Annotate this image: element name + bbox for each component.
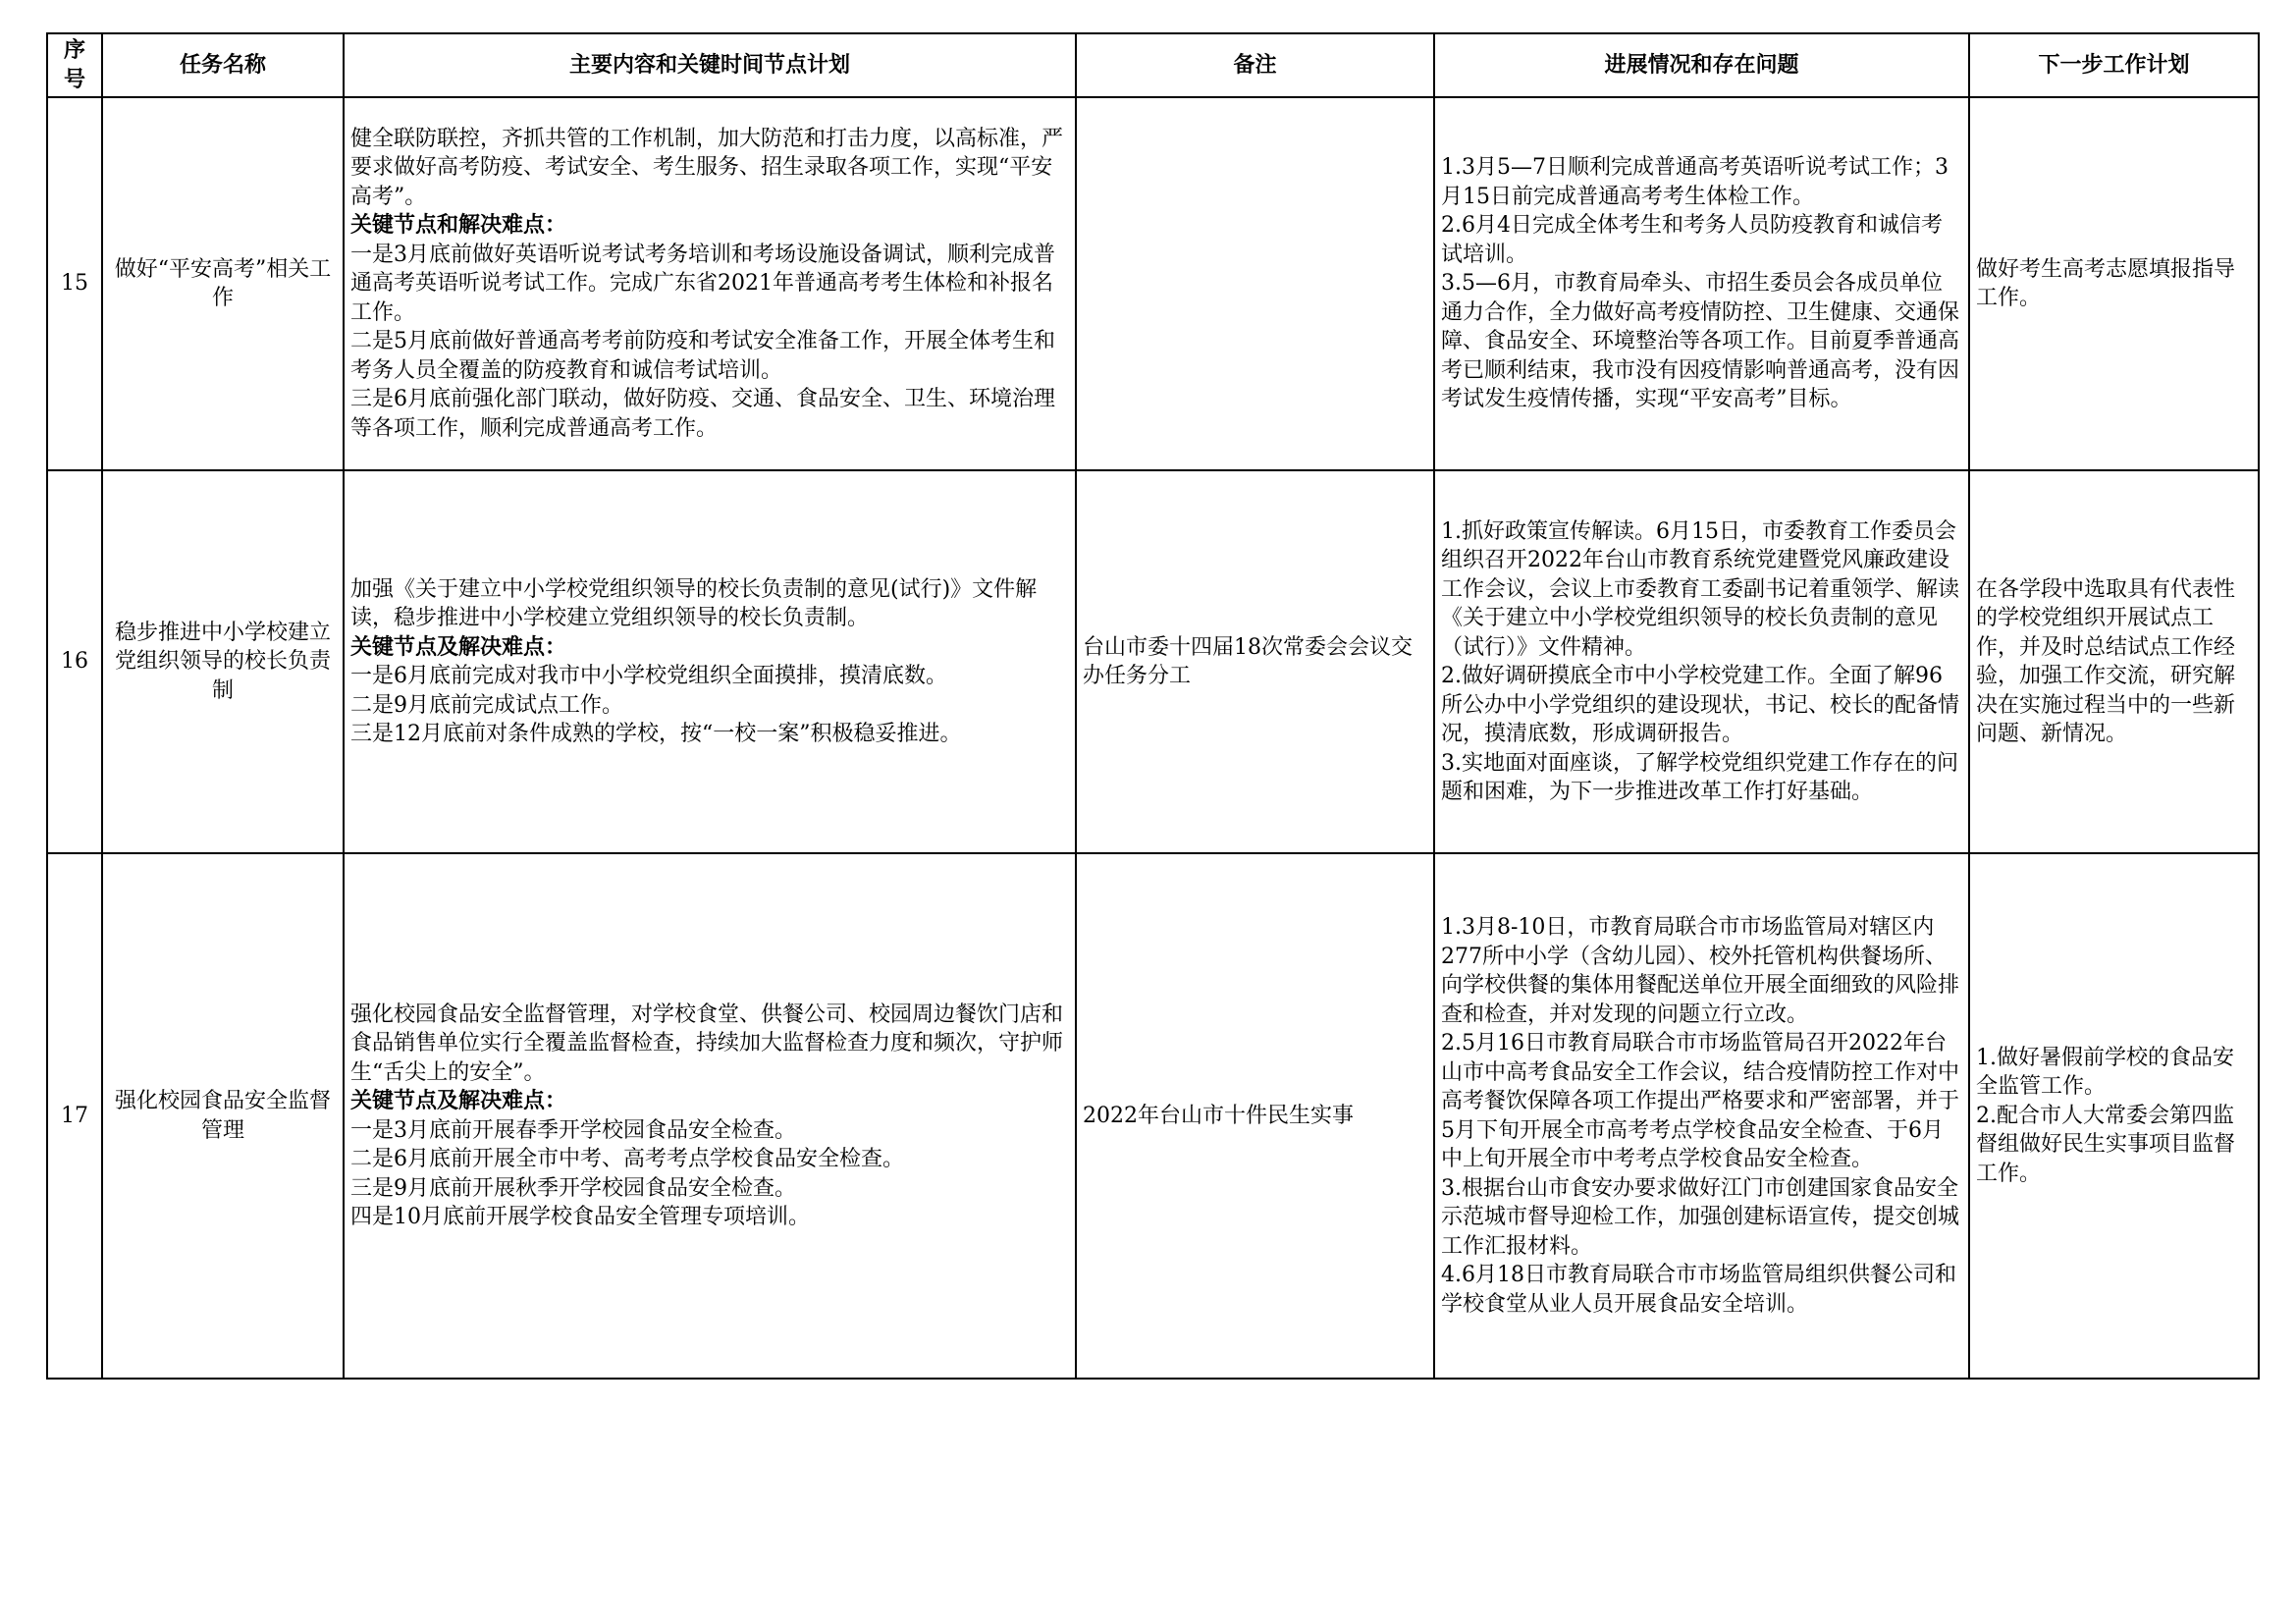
row-next-plan [1969,853,2259,1379]
next-plan-item: 在各学段中选取具有代表性的学校党组织开展试点工作，并及时总结试点工作经验，加强工作交流，研究解决在实施过程当中的一些新问题、新情况。 [1976,576,2236,746]
row-note: 台山市委十四届18次常委会会议交办任务分工 [1076,470,1434,853]
row-note [1076,97,1434,470]
row-plan [344,470,1076,853]
plan-line: 健全联防联控，齐抓共管的工作机制，加大防范和打击力度，以高标准，严要求做好高考防疫、考试安全、考生服务、招生录取各项工作，实现“平安高考”。 [350,126,1064,209]
progress-item: 4.6月18日市教育局联合市市场监管局组织供餐公司和学校食堂从业人员开展食品安全培训。 [1441,1263,1956,1317]
plan-line: 三是12月底前对条件成熟的学校，按“一校一案”积极稳妥推进。 [350,722,962,746]
row-plan [344,97,1076,470]
header-row [47,33,2259,97]
progress-item: 1.3月5—7日顺利完成普通高考英语听说考试工作；3月15日前完成普通高考考生体检工作。 [1441,155,1949,209]
header-seq [47,33,102,97]
task-table [46,32,2260,1380]
plan-key-heading: 关键节点及解决难点： [350,1089,567,1113]
progress-item: 3.实地面对面座谈，了解学校党组织党建工作存在的问题和困难，为下一步推进改革工作打好基础。 [1441,750,1958,804]
plan-line: 三是9月底前开展秋季开学校园食品安全检查。 [350,1175,796,1201]
table-row [47,470,2259,853]
row-note: 2022年台山市十件民生实事 [1076,853,1434,1379]
plan-line: 加强《关于建立中小学校党组织领导的校长负责制的意见(试行)》文件解读，稳步推进中小学校建立党组织领导的校长负责制。 [350,576,1038,630]
plan-line: 三是6月底前强化部门联动，做好防疫、交通、食品安全、卫生、环境治理等各项工作，顺利完成普通高考工作。 [350,387,1055,441]
plan-line: 二是9月底前完成试点工作。 [350,692,623,718]
progress-item: 2.6月4日完成全体考生和考务人员防疫教育和诚信考试培训。 [1441,213,1943,267]
plan-line: 二是6月底前开展全市中考、高考考点学校食品安全检查。 [350,1147,904,1171]
row-plan [344,853,1076,1379]
plan-line: 一是3月底前开展春季开学校园食品安全检查。 [350,1117,796,1143]
table-row [47,97,2259,470]
plan-line: 强化校园食品安全监督管理，对学校食堂、供餐公司、校园周边餐饮门店和食品销售单位实行全覆盖监督检查，持续加大监督检查力度和频次，守护师生“舌尖上的安全”。 [350,1001,1064,1085]
next-plan-item: 2.配合市人大常委会第四监督组做好民生实事项目监督工作。 [1976,1103,2236,1186]
progress-item: 3.5—6月，市教育局牵头、市招生委员会各成员单位通力合作，全力做好高考疫情防控、卫生健康、交通保障、食品安全、环境整治等各项工作。目前夏季普通高考已顺利结束，我市没有因疫情影响普通高考，没有因考试发生疫情传播，实现“平安高考”目标。 [1441,271,1960,412]
row-next-plan [1969,470,2259,853]
row-task-name: 做好“平安高考”相关工作 [102,97,344,470]
header-next-plan: 下一步工作计划 [1969,33,2259,97]
row-seq: 17 [47,853,102,1379]
header-task-name: 任务名称 [102,33,344,97]
row-progress [1434,470,1969,853]
plan-key-heading: 关键节点和解决难点： [350,213,567,239]
plan-line: 四是10月底前开展学校食品安全管理专项培训。 [350,1205,810,1229]
row-next-plan [1969,97,2259,470]
header-progress: 进展情况和存在问题 [1434,33,1969,97]
row-progress [1434,97,1969,470]
progress-item: 1.抓好政策宣传解读。6月15日，市委教育工作委员会组织召开2022年台山市教育系统党建暨党风廉政建设工作会议，会议上市委教育工委副书记着重领学、解读《关于建立中小学校党组织领导的校长负责制的意见（试行）》文件精神。 [1441,518,1960,660]
plan-line: 一是6月底前完成对我市中小学校党组织全面摸排，摸清底数。 [350,664,947,688]
progress-item: 2.做好调研摸底全市中小学校党建工作。全面了解96所公办中小学党组织的建设现状，书记、校长的配备情况，摸清底数，形成调研报告。 [1441,664,1960,746]
row-task-name: 稳步推进中小学校建立党组织领导的校长负责制 [102,470,344,853]
progress-item: 1.3月8-10日，市教育局联合市市场监管局对辖区内277所中小学（含幼儿园）、校外托管机构供餐场所、向学校供餐的集体用餐配送单位开展全面细致的风险排查和检查，并对发现的问题立行立改。 [1441,915,1960,1027]
table-row [47,853,2259,1379]
header-seq-char-2: 号 [63,67,85,92]
progress-item: 2.5月16日市教育局联合市市场监管局召开2022年台山市中高考食品安全工作会议，结合疫情防控工作对中高考餐饮保障各项工作提出严格要求和严密部署，并于5月下旬开展全市高考考点学校食品安全检查、于6月中上旬开展全市中考考点学校食品安全检查。 [1441,1031,1960,1171]
plan-line: 二是5月底前做好普通高考考前防疫和考试安全准备工作，开展全体考生和考务人员全覆盖的防疫教育和诚信考试培训。 [350,329,1055,383]
progress-item: 3.根据台山市食安办要求做好江门市创建国家食品安全示范城市督导迎检工作，加强创建标语宣传，提交创城工作汇报材料。 [1441,1175,1960,1259]
row-seq: 16 [47,470,102,853]
header-seq-char-1: 序 [63,38,85,63]
header-plan: 主要内容和关键时间节点计划 [344,33,1076,97]
plan-key-heading: 关键节点及解决难点： [350,634,567,660]
next-plan-item: 做好考生高考志愿填报指导工作。 [1976,256,2236,310]
next-plan-item: 1.做好暑假前学校的食品安全监管工作。 [1976,1045,2234,1100]
plan-line: 一是3月底前做好英语听说考试考务培训和考场设施设备调试，顺利完成普通高考英语听说考试工作。完成广东省2021年普通高考考生体检和补报名工作。 [350,242,1055,325]
row-progress [1434,853,1969,1379]
header-note: 备注 [1076,33,1434,97]
row-seq: 15 [47,97,102,470]
row-task-name: 强化校园食品安全监督管理 [102,853,344,1379]
